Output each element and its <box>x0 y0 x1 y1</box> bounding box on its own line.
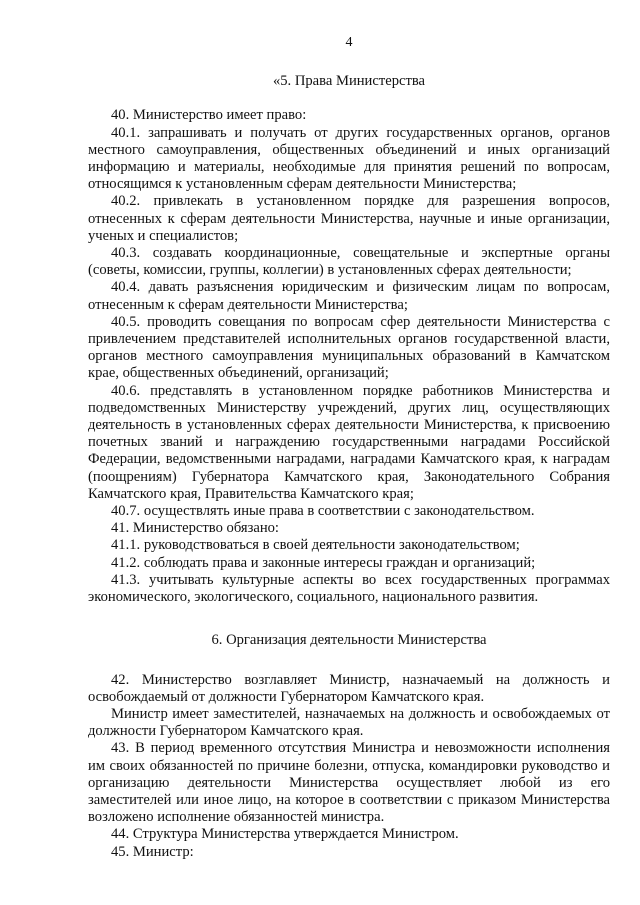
paragraph-40-7: 40.7. осуществлять иные права в соответствии с законодательством. <box>111 503 535 520</box>
paragraph-43: 43. В период временного отсутствия Министра и невозможности исполнения им своих обязанностей по причине болезни, отпуска, командировки руководство и организацию деятельности Министерства осуществляет любой из его заместителей или иное лицо, на которое в соответствии с приказом Министерства возложено исполнение обязанностей министра. <box>88 740 610 826</box>
paragraph-45: 45. Министр: <box>111 843 194 860</box>
section-5-body <box>88 107 610 606</box>
paragraph-42: 42. Министерство возглавляет Министр, назначаемый на должность и освобождаемый от должности Губернатором Камчатского края. <box>88 671 610 705</box>
document-page <box>88 34 610 861</box>
page-number: 4 <box>345 35 353 50</box>
paragraph-40: 40. Министерство имеет право: <box>111 107 307 124</box>
section-6-body <box>88 672 610 861</box>
paragraph-40-4: 40.4. давать разъяснения юридическим и физическим лицам по вопросам, отнесенным к сферам деятельности Министерства; <box>88 279 610 313</box>
paragraph-42-deputies: Министр имеет заместителей, назначаемых на должность и освобождаемых от должности Губернатором Камчатского края. <box>88 705 610 740</box>
paragraph-40-3: 40.3. создавать координационные, совещательные и экспертные органы (советы, комиссии, группы, коллегии) в установленных сферах деятельности; <box>88 245 610 279</box>
paragraph-40-1: 40.1. запрашивать и получать от других государственных органов, органов местного самоуправления, общественных объединений и иных организаций информацию и материалы, необходимые для принятия решений по вопросам, относящимся к установленным сферам деятельности Министерства; <box>88 124 610 193</box>
paragraph-40-6: 40.6. представлять в установленном порядке работников Министерства и подведомственных Министерству учреждений, других лиц, осуществляющих деятельность в установленных сферах деятельности Министерства, к присвоению почетных званий и награждению государственными наградами Российской Федерации, ведомственными наградами, наградами Камчатского края, к наградам (поощрениям) Губернатора Камчатского края, Законодательного Собрания Камчатского края, Правительства Камчатского края; <box>88 382 610 502</box>
paragraph-41-2: 41.2. соблюдать права и законные интересы граждан и организаций; <box>111 554 536 571</box>
paragraph-41-1: 41.1. руководствоваться в своей деятельности законодательством; <box>111 537 520 554</box>
paragraph-44: 44. Структура Министерства утверждается Министром. <box>111 826 459 843</box>
paragraph-40-2: 40.2. привлекать в установленном порядке для разрешения вопросов, отнесенных к сферам деятельности Министерства, научные и иные организации, ученых и специалистов; <box>88 193 610 244</box>
section-6-heading: 6. Организация деятельности Министерства <box>211 632 487 649</box>
section-5-heading: «5. Права Министерства <box>272 73 426 90</box>
paragraph-40-5: 40.5. проводить совещания по вопросам сфер деятельности Министерства с привлечением представителей исполнительных органов государственной власти, органов местного самоуправления муниципальных образований в Камчатском крае, общественных объединений, организаций; <box>88 313 610 382</box>
paragraph-41: 41. Министерство обязано: <box>111 520 279 537</box>
paragraph-41-3: 41.3. учитывать культурные аспекты во всех государственных программах экономического, экологического, социального, национального развития. <box>88 571 610 606</box>
